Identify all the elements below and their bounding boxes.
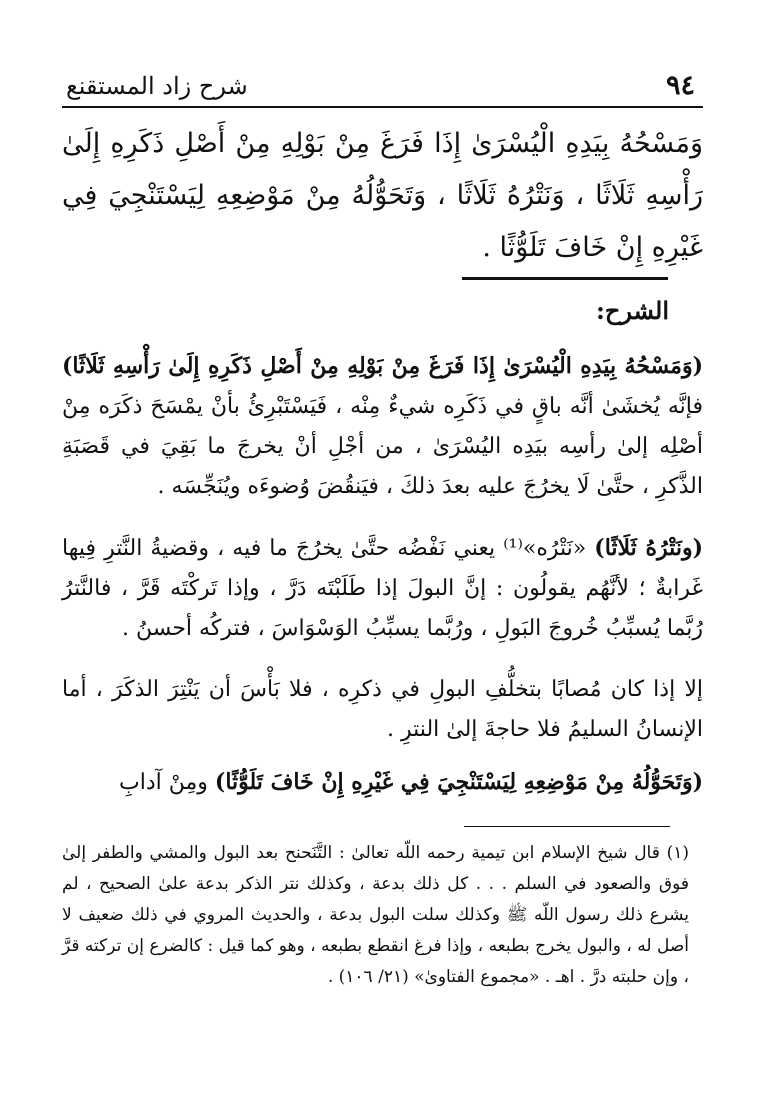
page-header (62, 66, 703, 108)
quoted-matn: (وَتَحَوُّلُهُ مِنْ مَوْضِعِهِ لِيَسْتَنْجِيَ فِي غَيْرِهِ إِنْ خَافَ تَلَوُّثًا) (214, 769, 703, 795)
footnote: (١) قال شيخ الإسلام ابن تيمية رحمه اللّه تعالىٰ : التَّنَحنح بعد البول والمشي والطفر إلىٰ فوق والصعود في السلم . . . كل ذلك بدعة ، وكذلك نتر الذكر بدعة علىٰ الصحيح ، لم يشرع ذلك رسول اللّه ﷺ وكذلك سلت البول بدعة ، والحديث المروي في ذلك ضعيف لا أصل له ، والبول يخرج بطبعه ، وإذا فرغ انقطع بطبعه ، وهو كما قيل : كالضرع إن تركته قرَّ ، وإن حلبته درَّ . اهـ . «مجموع الفتاوىٰ» (٢١/ ١٠٦) . (62, 843, 689, 987)
sharh-heading: الشرح: (596, 296, 669, 325)
sharh-paragraph-2 (62, 528, 703, 649)
matn-text: وَمَسْحُهُ بِيَدِهِ الْيُسْرَىٰ إِذَا فَرَغَ مِنْ بَوْلِهِ مِنْ أَصْلِ ذَكَرِهِ إِلَىٰ رَأْسِهِ ثَلَاثًا ، وَنَتْرُهُ ثَلَاثًا ، وَتَحَوُّلُهُ مِنْ مَوْضِعِهِ لِيَسْتَنْجِيَ فِي غَيْرِهِ إِنْ خَافَ تَلَوُّثًا . (62, 128, 703, 263)
quoted-matn: (وَمَسْحُهُ بِيَدِهِ الْيُسْرَىٰ إِذَا فَرَغَ مِنْ بَوْلِهِ مِنْ أَصْلِ ذَكَرِهِ إِلَىٰ رَأْسِهِ ثَلَاثًا) (62, 353, 703, 379)
commentary-text: ومِنْ آدابِ (119, 770, 215, 795)
footnote-separator (464, 826, 670, 827)
sharh-paragraph-3: إلا إذا كان مُصابًا بتخلُّفِ البولِ في ذكرِه ، فلا بَأْسَ أن يَنْتِرَ الذكَرَ ، أما الإنسانُ السليمُ فلا حاجةَ إلىٰ النترِ . (62, 677, 703, 742)
quoted-matn: (ونَتْرُهُ ثَلَاثًا) (594, 535, 703, 561)
commentary-text: فإنَّه يُخشَىٰ أنَّه باقٍ في ذَكَرِه شيءٌ مِنْه ، فَيَسْتَبْرِئُ بأنْ يمْسَحَ ذكَرَه مِنْ أصْلِه إلىٰ رأسِه بيَدِه اليُسْرَىٰ ، من أجْلِ أنْ يخرجَ ما بَقِيَ في قَصَبَةِ الذَّكرِ ، حتَّىٰ لَا يخرُجَ عليه بعدَ ذلكَ ، فيَنقُضَ وُضوءَه ويُنَجِّسَه . (62, 394, 703, 499)
running-title: شرح زاد المستقنع (66, 72, 248, 100)
section-divider (462, 277, 668, 280)
page-number: ٩٤ (665, 70, 695, 101)
commentary-text: «نَتْرُه»⁽¹⁾ يعني نَفْضُه حتَّىٰ يخرُجَ ما فيه ، وقضيةُ النَّترِ فِيها غَرابةٌ ؛ لأنَّهُم يقولُون : إنَّ البولَ إذا طَلَبْتَه دَرَّ ، وإذا تَركْتَه قَرَّ ، فالنَّترُ رُبَّما يُسبِّبُ خُروجَ البَولِ ، ورُبَّما يسبِّبُ الوَسْوَاسَ ، فتركُه أحسنُ . (62, 536, 703, 641)
sharh-paragraph-4 (62, 762, 703, 803)
sharh-paragraph-1 (62, 346, 703, 507)
